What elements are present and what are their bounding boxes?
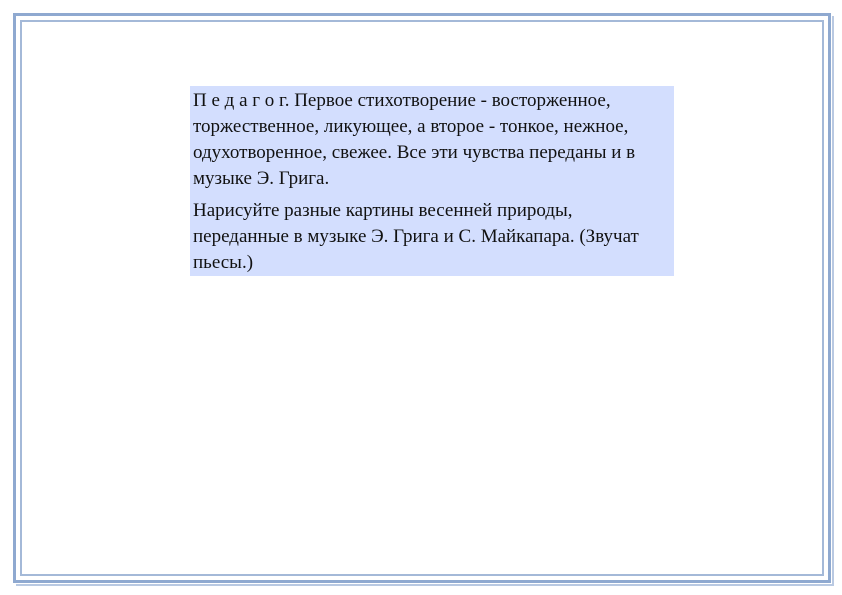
paragraph-1-text: Первое стихотворение - восторженное, торжественное, ликующее, а второе - тонкое, нежное, одухотворенное, свежее. Все эти чувства переданы и в музыке Э. Грига. [193,90,636,189]
text-block [190,86,674,276]
paragraph-teacher [193,88,668,192]
paragraph-task: Нарисуйте разные картины весенней природы, переданные в музыке Э. Грига и С. Майкапара. (Звучат пьесы.) [193,200,639,273]
speaker-label: П е д а г о г. [193,90,290,111]
